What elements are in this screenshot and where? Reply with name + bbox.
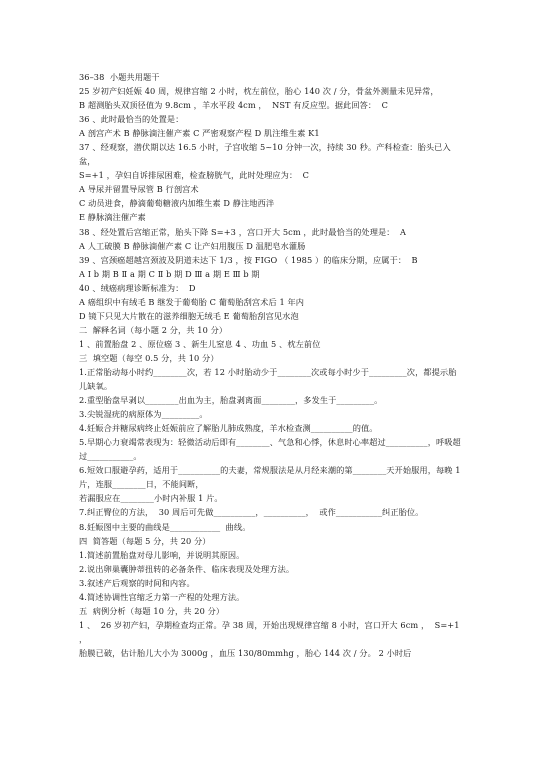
text-line: 39 、宫颈癌超越宫颈波及阴道未达下 1/3 ，按 FIGO （ 1985 ）的临床分期，应属于： B: [79, 254, 418, 265]
text-line: 8.妊娠图中主要的曲线是____________ 曲线。: [79, 521, 251, 532]
text-line: E 静脉滴注催产素: [79, 212, 146, 223]
text-line: 4.妊娠合并糖尿病终止妊娠前应了解胎儿肺成熟度，羊水检查测__________的值。: [79, 423, 378, 434]
text-line: 6.短效口服避孕药，适用于__________的夫妻，常规服法是从月经来潮的第________天开始服用，每晚 1 片，连服________日，不能间断，: [79, 465, 464, 490]
section-heading: 二 解释名词（每小题 2 分，共 10 分）: [79, 324, 228, 335]
text-line: 若漏服应在________小时内补服 1 片。: [79, 493, 223, 504]
section-heading: 五 病例分析（每题 10 分，共 20 分）: [79, 605, 225, 616]
text-line: 1.正常胎动每小时约________次，若 12 小时胎动少于________次或每小时少于_________次，都提示胎儿缺氧。: [79, 366, 457, 392]
text-line: 1 、 26 岁初产妇，孕期检查均正常。孕 38 周，开始出现规律宫缩 8 小时，宫口开大 6cm ， S=+1 ，: [79, 619, 463, 644]
text-line: C 动员进食，静滴葡萄糖液内加维生素 D 静注地西泮: [79, 198, 275, 209]
section-heading: 三 填空题（每空 0.5 分，共 10 分）: [79, 352, 219, 363]
text-line: A 癌组织中有绒毛 B 继发于葡萄胎 C 葡萄胎刮宫术后 1 年内: [79, 296, 305, 307]
text-line: 25 岁初产妇妊娠 40 周，规律宫缩 2 小时，枕左前位，胎心 140 次 / 分，骨盆外测量未见异常，: [79, 86, 439, 97]
text-line: 3.尖锐湿疣的病原体为_________。: [79, 409, 208, 420]
text-line: 7.纠正臀位的方法， 30 周后可先做__________，__________， 或作___________纠正胎位。: [79, 507, 424, 518]
text-line: 1.简述前置胎盘对母儿影响，并说明其原因。: [79, 549, 245, 560]
text-line: B 超测胎头双顶径值为 9.8cm ，羊水平段 4cm ， NST 有反应型。据此回答： C: [79, 100, 388, 111]
text-line: 4.简述协调性宫缩乏力第一产程的处理方法。: [79, 591, 245, 602]
text-line: D 镜下只见大片散在的滋养细胞无绒毛 E 葡萄胎刮宫见水泡: [79, 310, 299, 321]
text-line: 胎膜已破，估计胎儿大小为 3000g ，血压 130/80mmhg ，胎心 144 次 / 分。 2 小时后: [79, 647, 412, 658]
text-line: 36–38 小题共用题干: [79, 72, 160, 82]
text-line: 40 、绒癌病理诊断标准为： D: [79, 282, 196, 293]
text-line: 37 、经观察，潜伏期以达 16.5 小时，子宫收缩 5~10 分钟一次，持续 30 秒。产科检查：胎头已入盆，: [79, 142, 451, 167]
text-line: A 导尿并留置导尿管 B 行剖宫术: [79, 184, 199, 195]
text-line: 38 、经处置后宫缩正常，胎头下降 S=+3 ，宫口开大 5cm ，此时最恰当的处理是： A: [79, 226, 406, 237]
text-line: 1 、前置胎盘 2 、原位癌 3 、新生儿窒息 4 、功血 5 、枕左前位: [79, 338, 321, 349]
text-line: S=+1 ，孕妇自诉排尿困难，检查膀胱气，此时处理应为： C: [79, 170, 310, 181]
text-line: 2.重型胎盘早剥以________出血为主，胎盘剥离面________，多发生于_________。: [79, 395, 383, 406]
text-line: A 人工破膜 B 静脉滴催产素 C 让产妇用腹压 D 温肥皂水灌肠: [79, 240, 306, 251]
text-line: A Ⅰ b 期 B Ⅱ a 期 C Ⅱ b 期 D Ⅲ a 期 E Ⅲ b 期: [79, 268, 260, 279]
text-line: 2.说出卵巢囊肿蒂扭转的必备条件、临床表现及处理方法。: [79, 563, 295, 574]
document-body: [79, 70, 464, 660]
text-line: 36 、此时最恰当的处置是：: [79, 114, 184, 125]
text-line: A 剖宫产术 B 静脉滴注催产素 C 严密观察产程 D 肌注维生素 K1: [79, 128, 320, 139]
text-line: 3.叙述产后观察的时间和内容。: [79, 577, 195, 588]
section-heading: 四 简答题（每题 5 分，共 20 分）: [79, 535, 211, 546]
text-line: 5.早期心力衰竭常表现为：轻微活动后即有________、气急和心悸，休息时心率超过__________，呼吸超过___________。: [79, 437, 461, 462]
